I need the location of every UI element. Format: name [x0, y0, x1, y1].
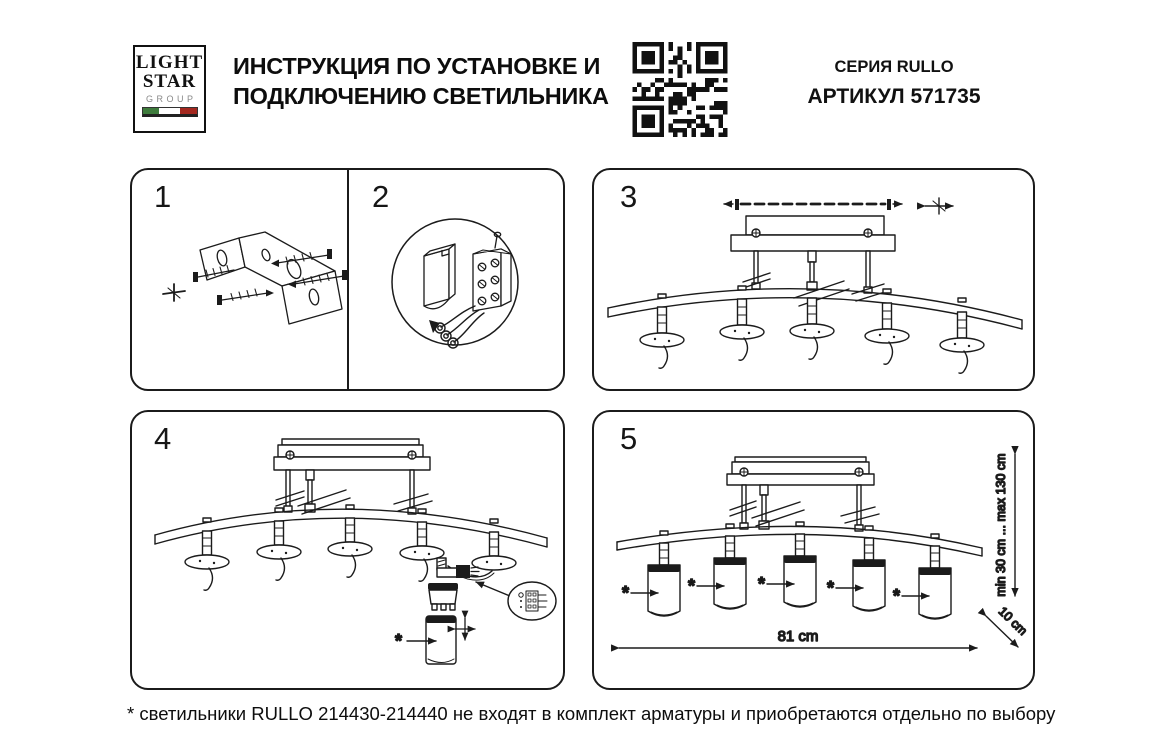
step4-lamp-attach-drawing — [132, 412, 563, 688]
depth-dimension — [986, 604, 1030, 647]
article-number: АРТИКУЛ 571735 — [807, 85, 981, 108]
height-dimension — [994, 453, 1015, 596]
series-label: СЕРИЯ RULLO — [834, 58, 954, 76]
lamp-unit — [688, 536, 746, 609]
asterisk-marker: * — [622, 583, 630, 603]
lamp-adapter — [428, 583, 458, 610]
asterisk-marker: * — [395, 631, 403, 651]
width-dimension — [619, 628, 977, 648]
lamp-shade — [426, 616, 456, 664]
screw-dowel — [217, 289, 274, 305]
title-line-2: ПОДКЛЮЧЕНИЮ СВЕТИЛЬНИКА — [233, 83, 609, 109]
adjust-cross-icon — [455, 618, 475, 640]
step3-rail-drawing — [594, 170, 1033, 389]
asterisk-marker: * — [688, 576, 696, 596]
hanger — [640, 307, 684, 368]
canopy-plate — [746, 216, 884, 235]
depth-dimension-label: 10 cm — [995, 604, 1030, 638]
panel-step-5 — [592, 410, 1035, 690]
flag-red — [180, 108, 196, 114]
logo-group: GROUP — [145, 94, 197, 104]
italy-flag-icon — [142, 107, 198, 117]
step5-assembled-drawing — [594, 412, 1033, 688]
hanger — [940, 312, 984, 373]
hanger — [790, 298, 834, 359]
connector-detail-circle — [508, 582, 556, 620]
flag-white — [159, 108, 181, 114]
mount-bar — [274, 457, 430, 470]
logo-light: LIGHT — [135, 52, 204, 73]
step-number-3: 3 — [620, 179, 638, 214]
screw-icon — [925, 198, 953, 214]
mount-bar — [727, 474, 874, 485]
flag-green — [143, 108, 159, 114]
asterisk-marker: * — [893, 586, 901, 606]
lamp-unit — [827, 538, 885, 611]
lamp-unit — [893, 546, 951, 619]
title-line-1: ИНСТРУКЦИЯ ПО УСТАНОВКЕ И — [233, 53, 601, 79]
lightstar-logo — [133, 45, 206, 133]
panel-step-4 — [130, 410, 565, 690]
height-dimension-label: min 30 cm ... max 130 cm — [994, 453, 1008, 597]
lamp-unit — [758, 534, 816, 607]
hanger — [185, 531, 229, 590]
panel-step-3 — [592, 168, 1035, 391]
panel-step-1-2 — [130, 168, 565, 391]
asterisk-marker: * — [758, 574, 766, 594]
hanger — [257, 521, 301, 580]
screw-icon — [163, 284, 185, 301]
page-title — [233, 51, 609, 111]
qr-code-icon — [631, 42, 729, 137]
canopy-plate — [278, 445, 423, 457]
series-block — [794, 58, 994, 109]
step-number-1: 1 — [154, 179, 172, 214]
mount-slab — [424, 244, 455, 309]
hanger — [720, 299, 764, 360]
hanger — [328, 518, 372, 577]
lamp-unit — [622, 543, 680, 616]
canopy-plate — [732, 462, 869, 474]
hanger — [865, 303, 909, 364]
step-number-5: 5 — [620, 421, 638, 456]
step-number-4: 4 — [154, 421, 172, 456]
step1-bracket-drawing — [132, 170, 347, 389]
width-dimension-label: 81 cm — [777, 628, 819, 645]
logo-star: STAR — [142, 71, 197, 92]
step2-wiring-drawing — [349, 170, 563, 389]
step-number-2: 2 — [372, 179, 390, 214]
footnote: * светильники RULLO 214430-214440 не входят в комплект арматуры и приобретаются отдельно по выбору — [127, 703, 1056, 724]
asterisk-marker: * — [827, 578, 835, 598]
